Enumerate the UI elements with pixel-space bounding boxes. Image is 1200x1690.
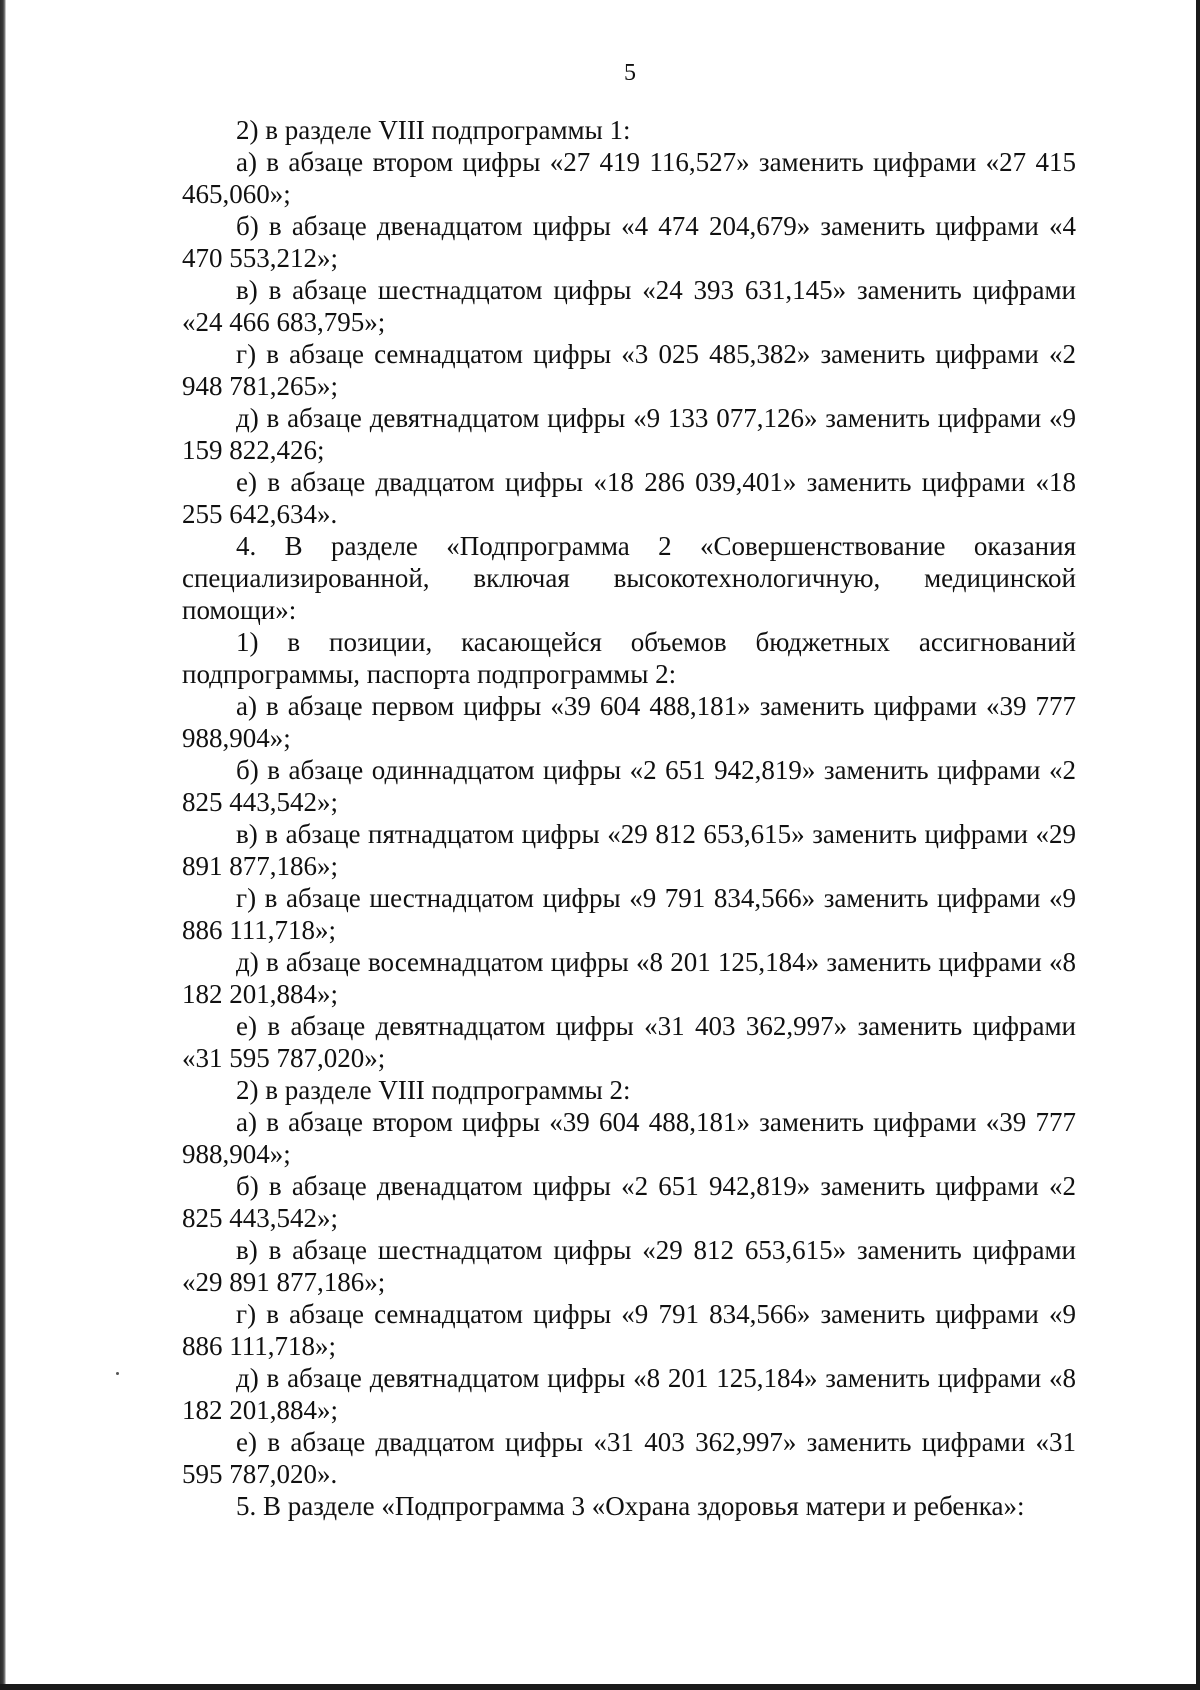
page-number: 5 xyxy=(624,60,636,86)
paragraph: г) в абзаце семнадцатом цифры «3 025 485,382» заменить цифрами «2 948 781,265»; xyxy=(182,339,1076,401)
paragraph: а) в абзаце втором цифры «27 419 116,527» заменить цифрами «27 415 465,060»; xyxy=(182,147,1076,209)
paragraph: д) в абзаце девятнадцатом цифры «9 133 077,126» заменить цифрами «9 159 822,426; xyxy=(182,403,1076,465)
paragraph: г) в абзаце семнадцатом цифры «9 791 834,566» заменить цифрами «9 886 111,718»; xyxy=(182,1299,1076,1361)
paragraph: в) в абзаце пятнадцатом цифры «29 812 653,615» заменить цифрами «29 891 877,186»; xyxy=(182,819,1076,881)
paragraph: г) в абзаце шестнадцатом цифры «9 791 834,566» заменить цифрами «9 886 111,718»; xyxy=(182,883,1076,945)
document-body xyxy=(182,114,1076,1522)
paragraph: е) в абзаце двадцатом цифры «31 403 362,997» заменить цифрами «31 595 787,020». xyxy=(182,1427,1076,1489)
paragraph: д) в абзаце восемнадцатом цифры «8 201 125,184» заменить цифрами «8 182 201,884»; xyxy=(182,947,1076,1009)
paragraph: е) в абзаце двадцатом цифры «18 286 039,401» заменить цифрами «18 255 642,634». xyxy=(182,467,1076,529)
paragraph: д) в абзаце девятнадцатом цифры «8 201 125,184» заменить цифрами «8 182 201,884»; xyxy=(182,1363,1076,1425)
paragraph: 5. В разделе «Подпрограмма 3 «Охрана здоровья матери и ребенка»: xyxy=(236,1491,1025,1521)
paragraph: а) в абзаце первом цифры «39 604 488,181» заменить цифрами «39 777 988,904»; xyxy=(182,691,1076,753)
paragraph: 4. В разделе «Подпрограмма 2 «Совершенствование оказания специализированной, включая высокотехнологичную, медицинской помощи»: xyxy=(182,531,1076,625)
paragraph: а) в абзаце втором цифры «39 604 488,181» заменить цифрами «39 777 988,904»; xyxy=(182,1107,1076,1169)
paragraph: в) в абзаце шестнадцатом цифры «29 812 653,615» заменить цифрами «29 891 877,186»; xyxy=(182,1235,1076,1297)
paragraph: 1) в позиции, касающейся объемов бюджетных ассигнований подпрограммы, паспорта подпрограммы 2: xyxy=(182,627,1076,689)
scan-speck xyxy=(116,1372,119,1375)
scan-edge-left xyxy=(0,0,6,1690)
paragraph: 2) в разделе VIII подпрограммы 1: xyxy=(236,115,631,145)
scan-edge-bottom xyxy=(0,1684,1200,1690)
paragraph: б) в абзаце одиннадцатом цифры «2 651 942,819» заменить цифрами «2 825 443,542»; xyxy=(182,755,1076,817)
paragraph: б) в абзаце двенадцатом цифры «4 474 204,679» заменить цифрами «4 470 553,212»; xyxy=(182,211,1076,273)
paragraph: б) в абзаце двенадцатом цифры «2 651 942,819» заменить цифрами «2 825 443,542»; xyxy=(182,1171,1076,1233)
scan-edge-right xyxy=(1196,0,1200,1690)
paragraph: 2) в разделе VIII подпрограммы 2: xyxy=(236,1075,631,1105)
paragraph: е) в абзаце девятнадцатом цифры «31 403 362,997» заменить цифрами «31 595 787,020»; xyxy=(182,1011,1076,1073)
paragraph: в) в абзаце шестнадцатом цифры «24 393 631,145» заменить цифрами «24 466 683,795»; xyxy=(182,275,1076,337)
